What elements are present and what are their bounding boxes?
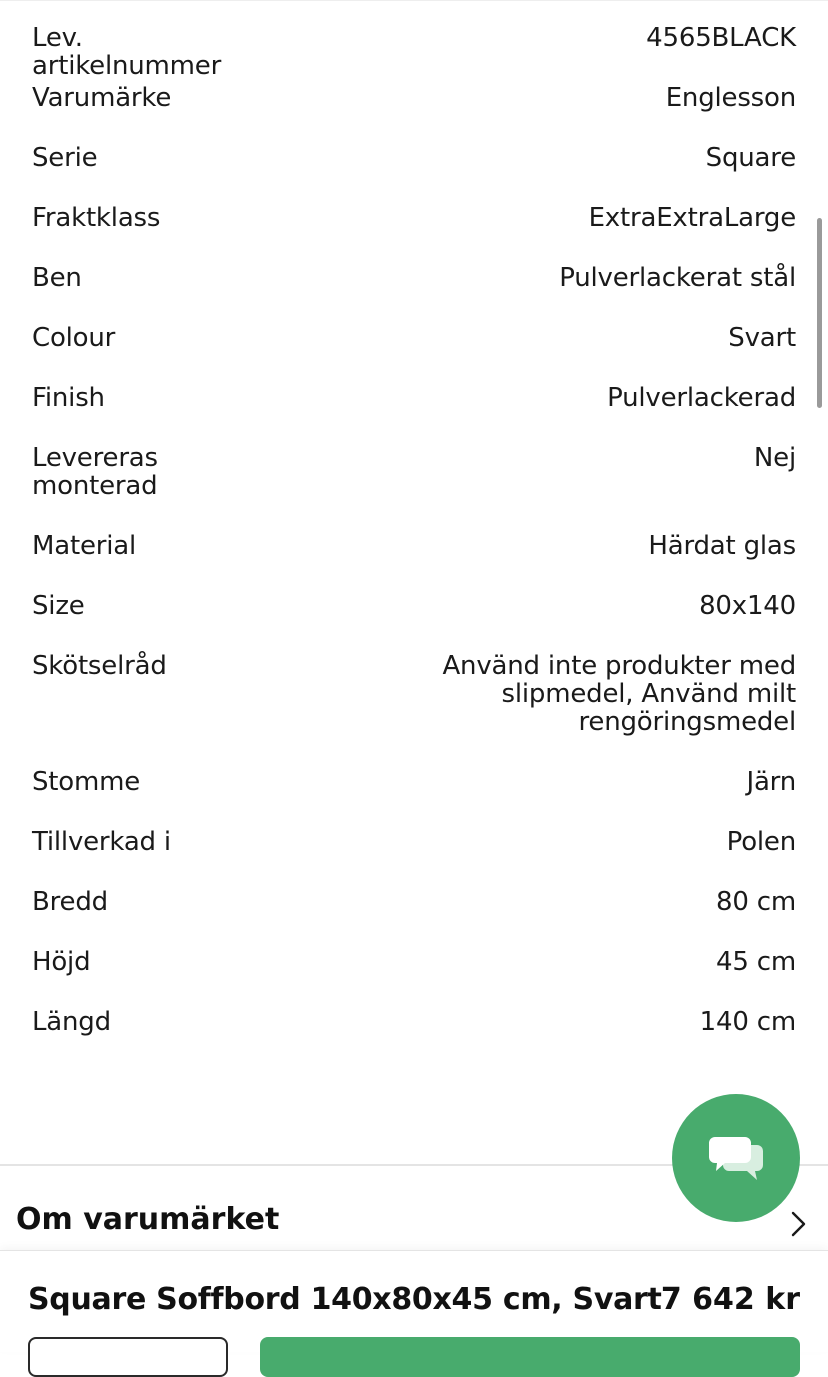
spec-value: Polen [726, 827, 796, 857]
spec-label: Bredd [32, 887, 108, 917]
spec-row-brand [32, 84, 796, 112]
add-to-cart-button[interactable] [260, 1337, 800, 1377]
spec-value: 80 cm [716, 887, 796, 917]
spec-row-frame [32, 768, 796, 796]
spec-label: Ben [32, 263, 82, 293]
chevron-right-icon [790, 1210, 808, 1238]
spec-label: Colour [32, 323, 116, 353]
spec-label: Längd [32, 1007, 111, 1037]
spec-row-size [32, 592, 796, 620]
spec-label: Size [32, 591, 85, 621]
product-bottom-bar [0, 1250, 828, 1352]
spec-value: 45 cm [716, 947, 796, 977]
spec-value: Järn [746, 767, 796, 797]
spec-row-length [32, 1008, 796, 1036]
spec-row-height [32, 948, 796, 976]
spec-label: Fraktklass [32, 203, 161, 233]
spec-value: 80x140 [699, 591, 796, 621]
spec-value: Svart [728, 323, 796, 353]
spec-value: Pulverlackerad [607, 383, 796, 413]
spec-value: ExtraExtraLarge [588, 203, 796, 233]
chat-button[interactable] [672, 1094, 800, 1222]
spec-row-colour [32, 324, 796, 352]
spec-label: Lev. artikelnummer [32, 23, 222, 81]
spec-label: Levereras monterad [32, 443, 158, 501]
spec-value: Square [705, 143, 796, 173]
about-brand-title: Om varumärket [16, 1202, 280, 1237]
product-name: Square Soffbord 140x80x45 cm, Svart [28, 1282, 662, 1317]
spec-row-legs [32, 264, 796, 292]
spec-row-care-advice [32, 652, 796, 736]
product-price: 7 642 kr [660, 1282, 800, 1317]
spec-label: Tillverkad i [32, 827, 171, 857]
secondary-action-button[interactable] [28, 1337, 228, 1377]
spec-label: Serie [32, 143, 98, 173]
spec-row-finish [32, 384, 796, 412]
spec-label: Varumärke [32, 83, 172, 113]
spec-row-article-number [32, 24, 796, 80]
spec-value: Härdat glas [648, 531, 796, 561]
spec-row-made-in [32, 828, 796, 856]
spec-value: 4565BLACK [646, 23, 796, 53]
spec-value: Englesson [665, 83, 796, 113]
chat-bubbles-icon [707, 1133, 765, 1183]
spec-label: Material [32, 531, 137, 561]
spec-value: Använd inte produkter med slipmedel, Använd milt rengöringsmedel [442, 651, 796, 737]
spec-row-material [32, 532, 796, 560]
spec-row-freight-class [32, 204, 796, 232]
scrollbar[interactable] [817, 218, 822, 408]
spec-row-delivered-assembled [32, 444, 796, 500]
top-divider [0, 0, 828, 1]
spec-value: Nej [753, 443, 796, 473]
spec-row-series [32, 144, 796, 172]
spec-value: Pulverlackerat stål [559, 263, 796, 293]
spec-label: Stomme [32, 767, 141, 797]
spec-label: Höjd [32, 947, 91, 977]
spec-row-width [32, 888, 796, 916]
spec-label: Skötselråd [32, 651, 167, 681]
spec-label: Finish [32, 383, 105, 413]
spec-value: 140 cm [699, 1007, 796, 1037]
